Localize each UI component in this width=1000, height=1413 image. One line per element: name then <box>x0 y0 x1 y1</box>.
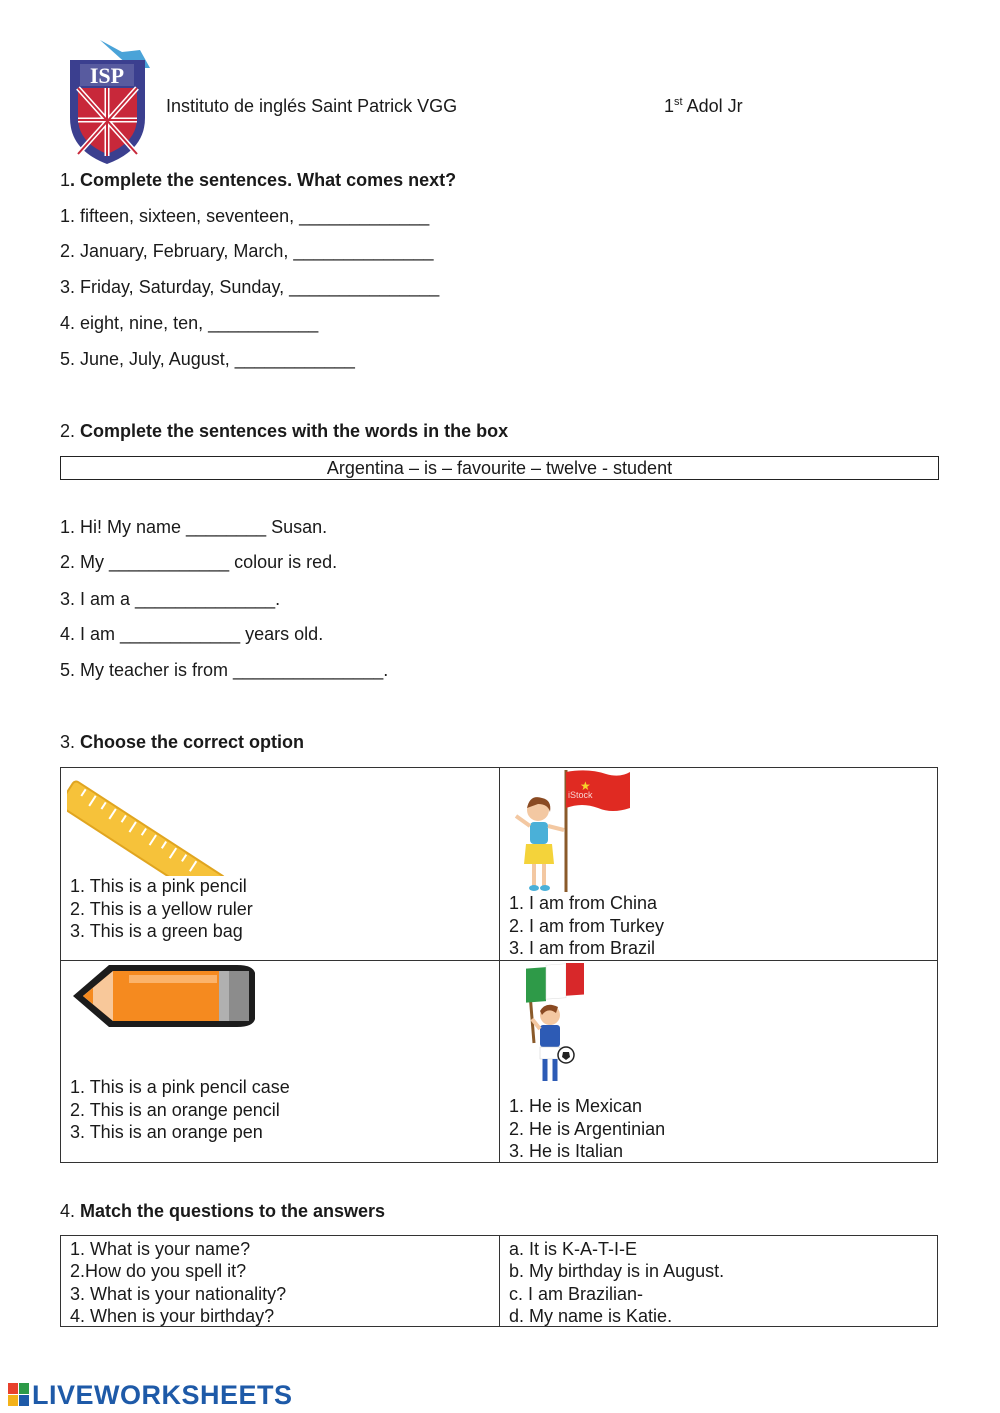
section-1-item: 1. fifteen, sixteen, seventeen, _____________ <box>60 206 430 226</box>
brand-badge-icon <box>8 1383 30 1407</box>
answer-item: b. My birthday is in August. <box>509 1261 725 1282</box>
girl-china-flag-image <box>508 768 633 893</box>
question-item: 1. What is your name? <box>70 1239 251 1259</box>
option-text: 2. He is Argentinian <box>509 1118 666 1139</box>
section-2-heading: 2. Complete the sentences with the words in the box <box>60 421 509 441</box>
word-box: Argentina – is – favourite – twelve - student <box>60 456 939 480</box>
section-1-heading: 1. Complete the sentences. What comes next? <box>60 170 457 190</box>
question-item: 3. What is your nationality? <box>70 1283 287 1304</box>
option-text: 3. I am from Brazil <box>509 938 656 958</box>
school-name: Instituto de inglés Saint Patrick VGG <box>166 96 458 116</box>
section-2-item: 1. Hi! My name ________ Susan. <box>60 517 328 537</box>
answer-item: c. I am Brazilian- <box>509 1283 644 1304</box>
option-text: 1. He is Mexican <box>509 1096 643 1116</box>
school-logo <box>60 38 155 166</box>
option-text: 3. He is Italian <box>509 1141 624 1161</box>
options-table <box>60 767 938 1163</box>
brand-name: LIVEWORKSHEETS <box>32 1379 293 1410</box>
option-cell-pencil <box>61 961 500 1162</box>
option-text: 1. I am from China <box>509 893 658 913</box>
option-cell-italy <box>500 961 937 1162</box>
match-table <box>60 1235 938 1327</box>
answers-column <box>500 1236 937 1326</box>
section-4-heading: 4. Match the questions to the answers <box>60 1201 386 1221</box>
option-text: 1. This is a pink pencil <box>70 876 247 896</box>
option-text: 2. I am from Turkey <box>509 915 665 936</box>
section-1-item: 2. January, February, March, ______________ <box>60 241 434 261</box>
section-2-item: 5. My teacher is from _______________. <box>60 660 389 680</box>
option-text: 2. This is a yellow ruler <box>70 898 253 919</box>
section-2-item: 3. I am a ______________. <box>60 589 281 609</box>
liveworksheets-logo[interactable] <box>8 1380 293 1410</box>
pencil-image <box>69 961 259 1033</box>
answer-item: a. It is K-A-T-I-E <box>509 1239 638 1259</box>
course-level: 1st Adol Jr <box>664 96 743 116</box>
ruler-image <box>67 768 237 876</box>
option-text: 3. This is a green bag <box>70 921 243 941</box>
section-2-item: 2. My ____________ colour is red. <box>60 552 338 572</box>
option-cell-ruler <box>61 768 500 961</box>
logo-text: ISP <box>89 63 125 88</box>
answer-item: d. My name is Katie. <box>509 1305 673 1326</box>
option-text: 1. This is a pink pencil case <box>70 1077 290 1097</box>
section-3-heading: 3. Choose the correct option <box>60 732 305 752</box>
section-1-item: 4. eight, nine, ten, ___________ <box>60 313 319 333</box>
section-2-item: 4. I am ____________ years old. <box>60 624 324 644</box>
section-1-item: 5. June, July, August, ____________ <box>60 349 355 369</box>
section-1-item: 3. Friday, Saturday, Sunday, _______________ <box>60 277 440 297</box>
question-item: 2.How do you spell it? <box>70 1261 247 1282</box>
boy-italy-flag-image <box>520 963 590 1093</box>
questions-column <box>61 1236 500 1326</box>
svg-text:★: ★ <box>580 779 591 793</box>
option-cell-china <box>500 768 937 961</box>
watermark-text: iStock <box>568 790 593 800</box>
question-item: 4. When is your birthday? <box>70 1305 275 1326</box>
option-text: 3. This is an orange pen <box>70 1122 263 1142</box>
option-text: 2. This is an orange pencil <box>70 1099 280 1120</box>
